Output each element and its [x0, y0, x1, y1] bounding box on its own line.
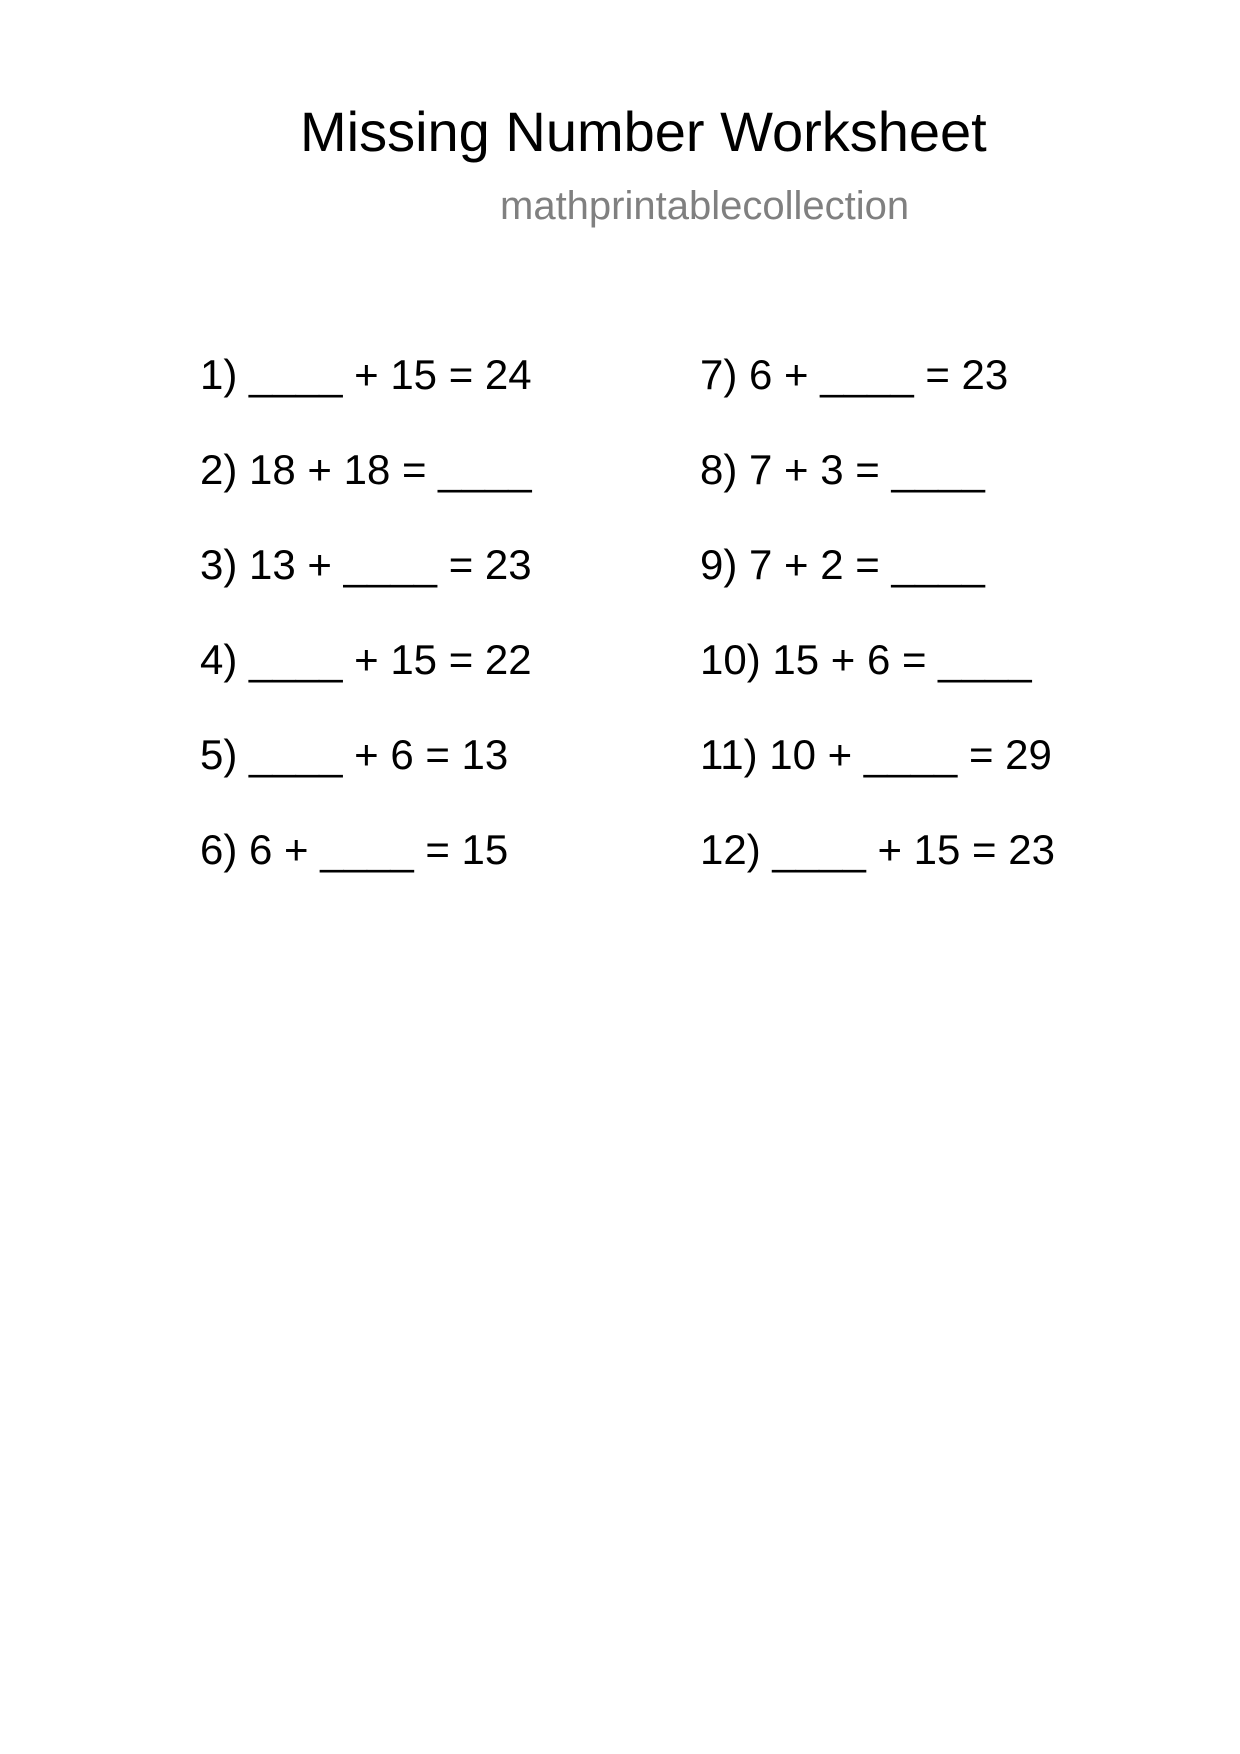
problem-1: 1) ____ + 15 = 24: [200, 351, 532, 398]
problem-8: 8) 7 + 3 = ____: [700, 446, 985, 493]
problem-3: 3) 13 + ____ = 23: [200, 541, 532, 588]
problem-6: 6) 6 + ____ = 15: [200, 826, 509, 873]
problem-9: 9) 7 + 2 = ____: [700, 541, 985, 588]
problem-7: 7) 6 + ____ = 23: [700, 351, 1009, 398]
worksheet-source: mathprintablecollection: [500, 184, 910, 228]
problems-column-left: [200, 350, 532, 920]
worksheet-title: Missing Number Worksheet: [300, 100, 987, 163]
problem-10: 10) 15 + 6 = ____: [700, 636, 1032, 683]
problem-12: 12) ____ + 15 = 23: [700, 826, 1055, 873]
problems-column-right: [700, 350, 1055, 920]
problem-2: 2) 18 + 18 = ____: [200, 446, 532, 493]
problem-11: 11) 10 + ____ = 29: [700, 731, 1052, 778]
problem-4: 4) ____ + 15 = 22: [200, 636, 532, 683]
problem-5: 5) ____ + 6 = 13: [200, 731, 509, 778]
